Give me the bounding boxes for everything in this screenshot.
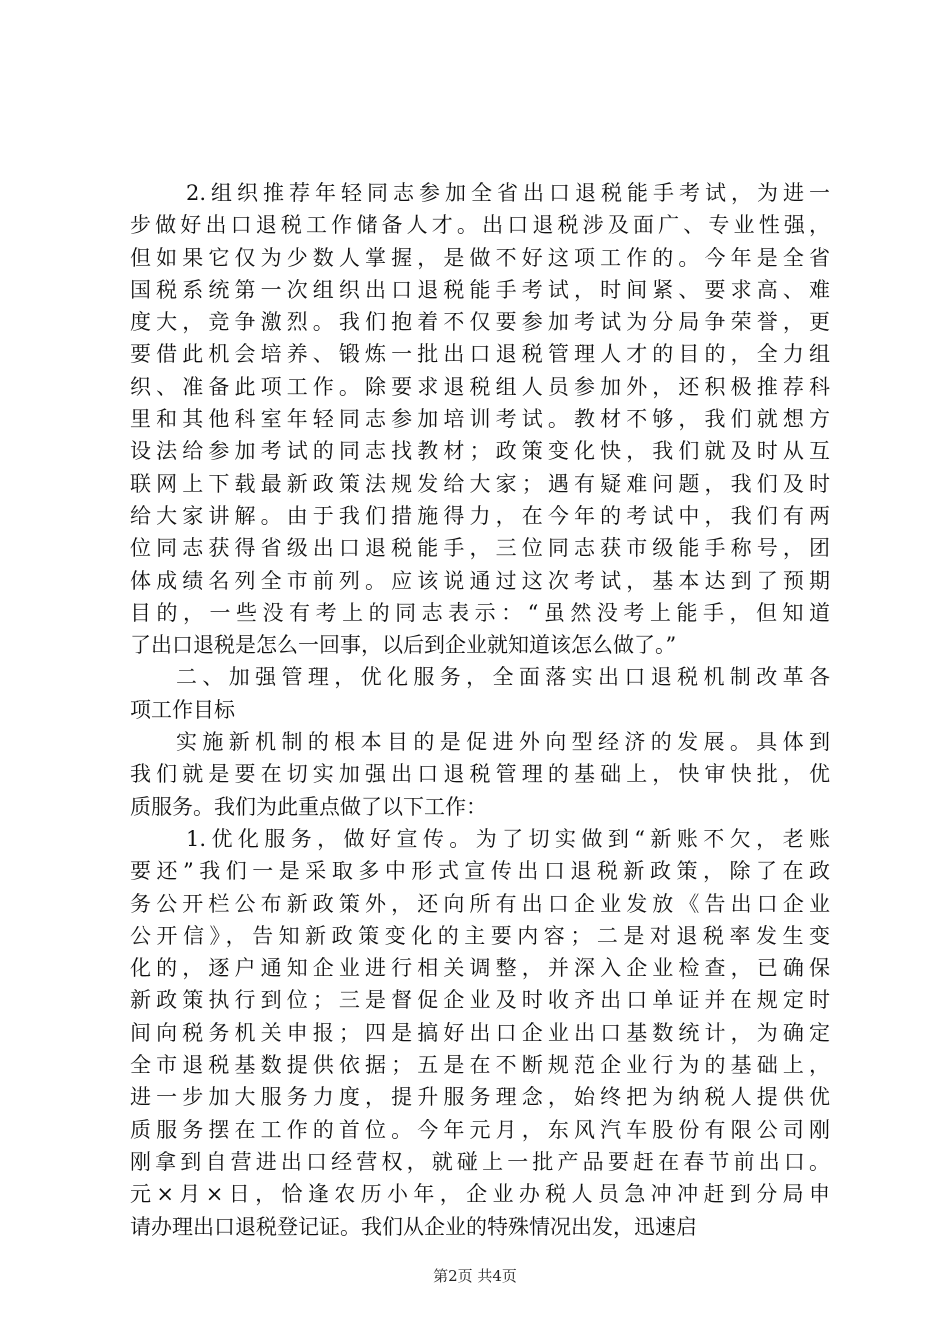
text-line: 织、准备此项工作。除要求退税组人员参加外，还积极推荐科 bbox=[130, 374, 830, 399]
text-line: 二、加强管理，优化服务，全面落实出口退税机制改革各 bbox=[176, 665, 830, 690]
text-line: 目的，一些没有考上的同志表示：“虽然没考上能手，但知道 bbox=[130, 600, 830, 625]
text-line: 我们就是要在切实加强出口退税管理的基础上，快审快批，优 bbox=[130, 762, 830, 787]
paragraph-p-intro bbox=[130, 726, 830, 823]
text-line: 项工作目标 bbox=[130, 697, 235, 722]
text-line: 间向税务机关申报；四是搞好出口企业出口基数统计，为确定 bbox=[130, 1020, 830, 1045]
page-footer: 第2页 共4页 bbox=[433, 1267, 517, 1285]
text-line: 里和其他科室年轻同志参加培训考试。教材不够，我们就想方 bbox=[130, 407, 830, 432]
text-line: 但如果它仅为少数人掌握，是做不好这项工作的。今年是全省 bbox=[130, 245, 830, 270]
text-line: 进一步加大服务力度，提升服务理念，始终把为纳税人提供优 bbox=[130, 1085, 830, 1110]
text-line: 质服务。我们为此重点做了以下工作： bbox=[130, 794, 487, 819]
text-line: 公开信》，告知新政策变化的主要内容；二是对退税率发生变 bbox=[130, 923, 830, 948]
text-line: 元×月×日，恰逢农历小年，企业办税人员急冲冲赶到分局申 bbox=[130, 1182, 830, 1207]
text-line: 了出口退税是怎么一回事，以后到企业就知道该怎么做了。” bbox=[130, 633, 677, 658]
text-line: 新政策执行到位；三是督促企业及时收齐出口单证并在规定时 bbox=[130, 988, 830, 1013]
text-line: 步做好出口退税工作储备人才。出口退税涉及面广、专业性强， bbox=[130, 213, 830, 238]
text-line: 体成绩名列全市前列。应该说通过这次考试，基本达到了预期 bbox=[130, 568, 830, 593]
text-line: 联网上下载最新政策法规发给大家；遇有疑难问题，我们及时 bbox=[130, 471, 830, 496]
text-line: 要还”我们一是采取多中形式宣传出口退税新政策，除了在政 bbox=[130, 859, 830, 884]
text-line: 刚拿到自营进出口经营权，就碰上一批产品要赶在春节前出口。 bbox=[130, 1149, 830, 1174]
paragraph-p-heading-2 bbox=[130, 661, 830, 726]
text-line: 质服务摆在工作的首位。今年元月，东风汽车股份有限公司刚 bbox=[130, 1117, 830, 1142]
text-line: 国税系统第一次组织出口退税能手考试，时间紧、要求高、难 bbox=[130, 277, 830, 302]
document-body bbox=[130, 177, 830, 1243]
text-line: 度大，竞争激烈。我们抱着不仅要参加考试为分局争荣誉，更 bbox=[130, 310, 830, 335]
paragraph-p-item-2 bbox=[130, 177, 830, 661]
paragraph-p-item-1 bbox=[130, 823, 830, 1243]
text-line: 设法给参加考试的同志找教材；政策变化快，我们就及时从互 bbox=[130, 439, 830, 464]
text-line: 位同志获得省级出口退税能手，三位同志获市级能手称号，团 bbox=[130, 536, 830, 561]
text-line: 实施新机制的根本目的是促进外向型经济的发展。具体到 bbox=[176, 730, 830, 755]
text-line: 全市退税基数提供依据；五是在不断规范企业行为的基础上， bbox=[130, 1053, 830, 1078]
text-line: 化的，逐户通知企业进行相关调整，并深入企业检查，已确保 bbox=[130, 956, 830, 981]
text-line: 要借此机会培养、锻炼一批出口退税管理人才的目的，全力组 bbox=[130, 342, 830, 367]
text-line: 请办理出口退税登记证。我们从企业的特殊情况出发，迅速启 bbox=[130, 1214, 697, 1239]
text-line: 2.组织推荐年轻同志参加全省出口退税能手考试，为进一 bbox=[186, 181, 830, 205]
text-line: 给大家讲解。由于我们措施得力，在今年的考试中，我们有两 bbox=[130, 503, 830, 528]
text-line: 1.优化服务，做好宣传。为了切实做到“新账不欠，老账 bbox=[186, 826, 830, 851]
text-line: 务公开栏公布新政策外，还向所有出口企业发放《告出口企业 bbox=[130, 891, 830, 916]
